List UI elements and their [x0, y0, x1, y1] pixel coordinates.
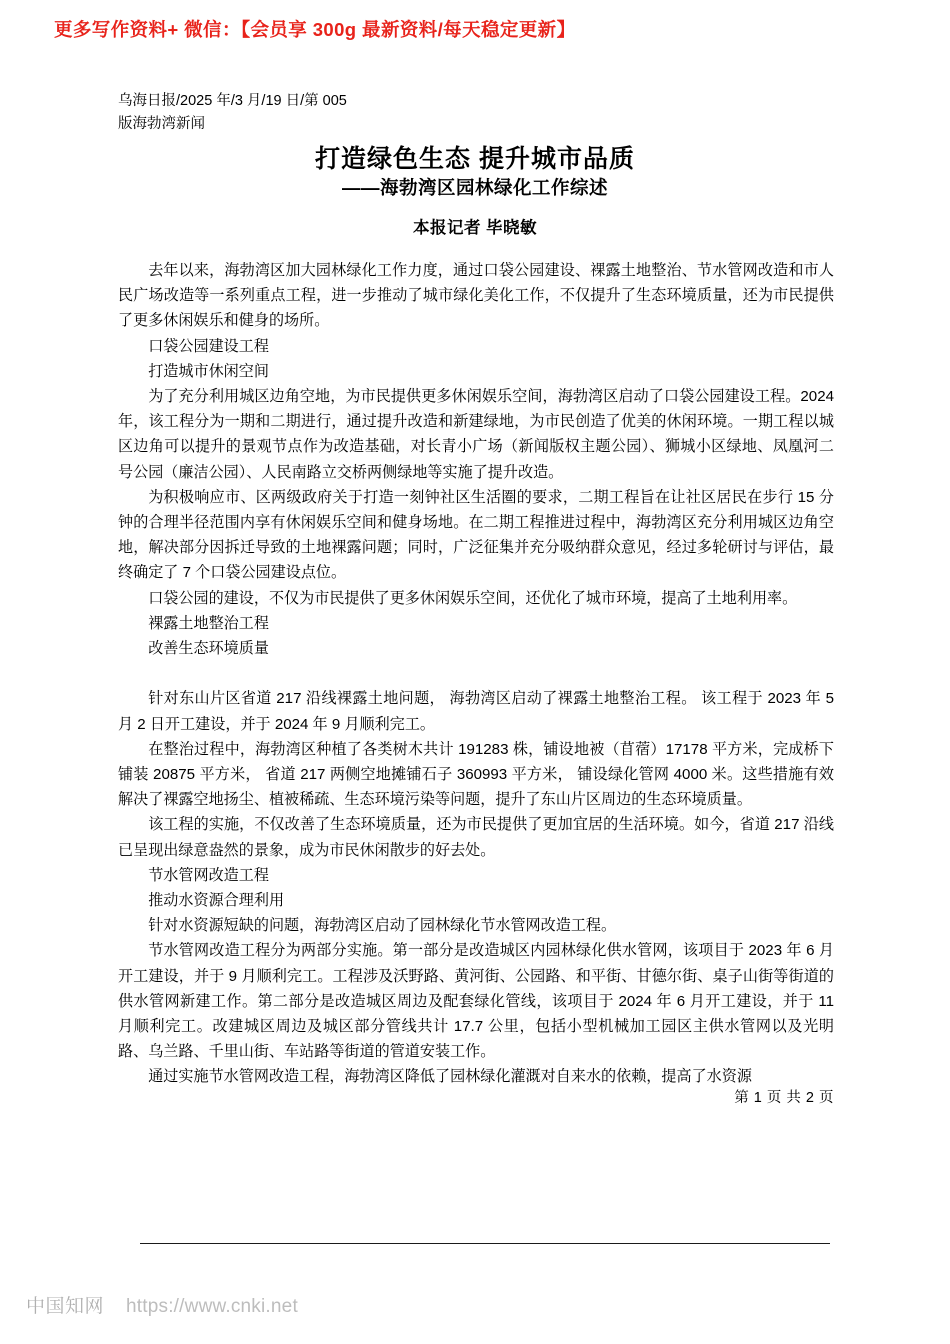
article-subhead: 裸露土地整治工程 [148, 614, 269, 632]
article-paragraph: 去年以来，海勃湾区加大园林绿化工作力度，通过口袋公园建设、裸露土地整治、节水管网改造和市人民广场改造等一系列重点工程，进一步推动了城市绿化美化工作，不仅提升了生态环境质量，还为市民提供了更多休闲娱乐和健身的场所。 [118, 262, 834, 330]
article-paragraph: 节水管网改造工程分为两部分实施。第一部分是改造城区内园林绿化供水管网，该项目于 2023 年 6 月开工建设，并于 9 月顺利完工。工程涉及沃野路、黄河街、公园路、和平街、甘德尔街、桌子山街等街道的供水管网新建工作。第二部分是改造城区周边及配套绿化管线，该项目于 2024 年 6 月开工建设，并于 11 月顺利完工。改建城区周边及城区部分管线共计 17.7 公里，包括小型机械加工园区主供水管网以及光明路、乌兰路、千里山街、车站路等街道的管道安装工作。 [118, 942, 834, 1061]
article-paragraph: 针对东山片区省道 217 沿线裸露土地问题， 海勃湾区启动了裸露土地整治工程。 该工程于 2023 年 5 月 2 日开工建设，并于 2024 年 9 月顺利完工。 [118, 690, 834, 733]
cnki-logo: 中国知网 [26, 1296, 105, 1317]
article-subheadline: ——海勃湾区园林绿化工作综述 [341, 177, 608, 198]
cnki-url: https://www.cnki.net [126, 1296, 298, 1317]
promo-banner-text: 更多写作资料+ 微信：【会员享 300g 最新资料/每天稳定更新】 [54, 19, 576, 40]
article-blank-line [118, 661, 834, 686]
article-body [118, 258, 834, 1090]
article-subhead: 节水管网改造工程 [148, 866, 269, 884]
masthead-line-1: 乌海日报/2025 年/3 月/19 日/第 005 [118, 93, 347, 109]
masthead-line-2: 版海勃湾新闻 [118, 116, 205, 132]
article-subhead: 口袋公园建设工程 [148, 337, 269, 355]
article-subhead: 改善生态环境质量 [148, 640, 269, 658]
article-paragraph: 针对水资源短缺的问题，海勃湾区启动了园林绿化节水管网改造工程。 [148, 917, 617, 935]
promo-banner [0, 0, 950, 58]
article-paragraph: 该工程的实施，不仅改善了生态环境质量，还为市民提供了更加宜居的生活环境。如今，省道 217 沿线已呈现出绿意盎然的景象，成为市民休闲散步的好去处。 [118, 816, 834, 859]
cnki-watermark [26, 1291, 298, 1318]
article-paragraph: 口袋公园的建设，不仅为市民提供了更多休闲娱乐空间，还优化了城市环境，提高了土地利用率。 [148, 589, 798, 607]
article-paragraph: 在整治过程中，海勃湾区种植了各类树木共计 191283 株，铺设地被（苜蓿）17178 平方米，完成桥下铺装 20875 平方米， 省道 217 两侧空地摊铺石子 360993 平方米， 铺设绿化管网 4000 米。这些措施有效解决了裸露空地扬尘、植被稀疏、生态环境污染等问题，提升了东山片区周边的生态环境质量。 [118, 740, 834, 809]
article-headline: 打造绿色生态 提升城市品质 [315, 145, 635, 173]
footer-divider [140, 1243, 830, 1244]
article-paragraph: 为了充分利用城区边角空地，为市民提供更多休闲娱乐空间，海勃湾区启动了口袋公园建设工程。2024 年，该工程分为一期和二期进行，通过提升改造和新建绿地，为市民创造了优美的休闲环境。一期工程以城区边角可以提升的景观节点作为改造基础，对长青小广场（新闻版权主题公园）、狮城小区绿地、凤凰河二号公园（廉洁公园）、人民南路立交桥两侧绿地等实施了提升改造。 [118, 388, 834, 481]
article-subhead: 推动水资源合理利用 [148, 892, 285, 910]
article-subhead: 打造城市休闲空间 [148, 362, 269, 380]
masthead [118, 90, 538, 136]
page-number-footer: 第 1 页 共 2 页 [734, 1090, 834, 1106]
article-byline: 本报记者 毕晓敏 [412, 219, 538, 237]
article-paragraph: 通过实施节水管网改造工程，海勃湾区降低了园林绿化灌溉对自来水的依赖，提高了水资源 [148, 1068, 752, 1086]
article-paragraph: 为积极响应市、区两级政府关于打造一刻钟社区生活圈的要求，二期工程旨在让社区居民在步行 15 分钟的合理半径范围内享有休闲娱乐空间和健身场地。在二期工程推进过程中，海勃湾区充分利用城区边角空地，解决部分因拆迁导致的土地裸露问题；同时，广泛征集并充分吸纳群众意见，经过多轮研讨与评估，最终确定了 7 个口袋公园建设点位。 [118, 488, 834, 582]
